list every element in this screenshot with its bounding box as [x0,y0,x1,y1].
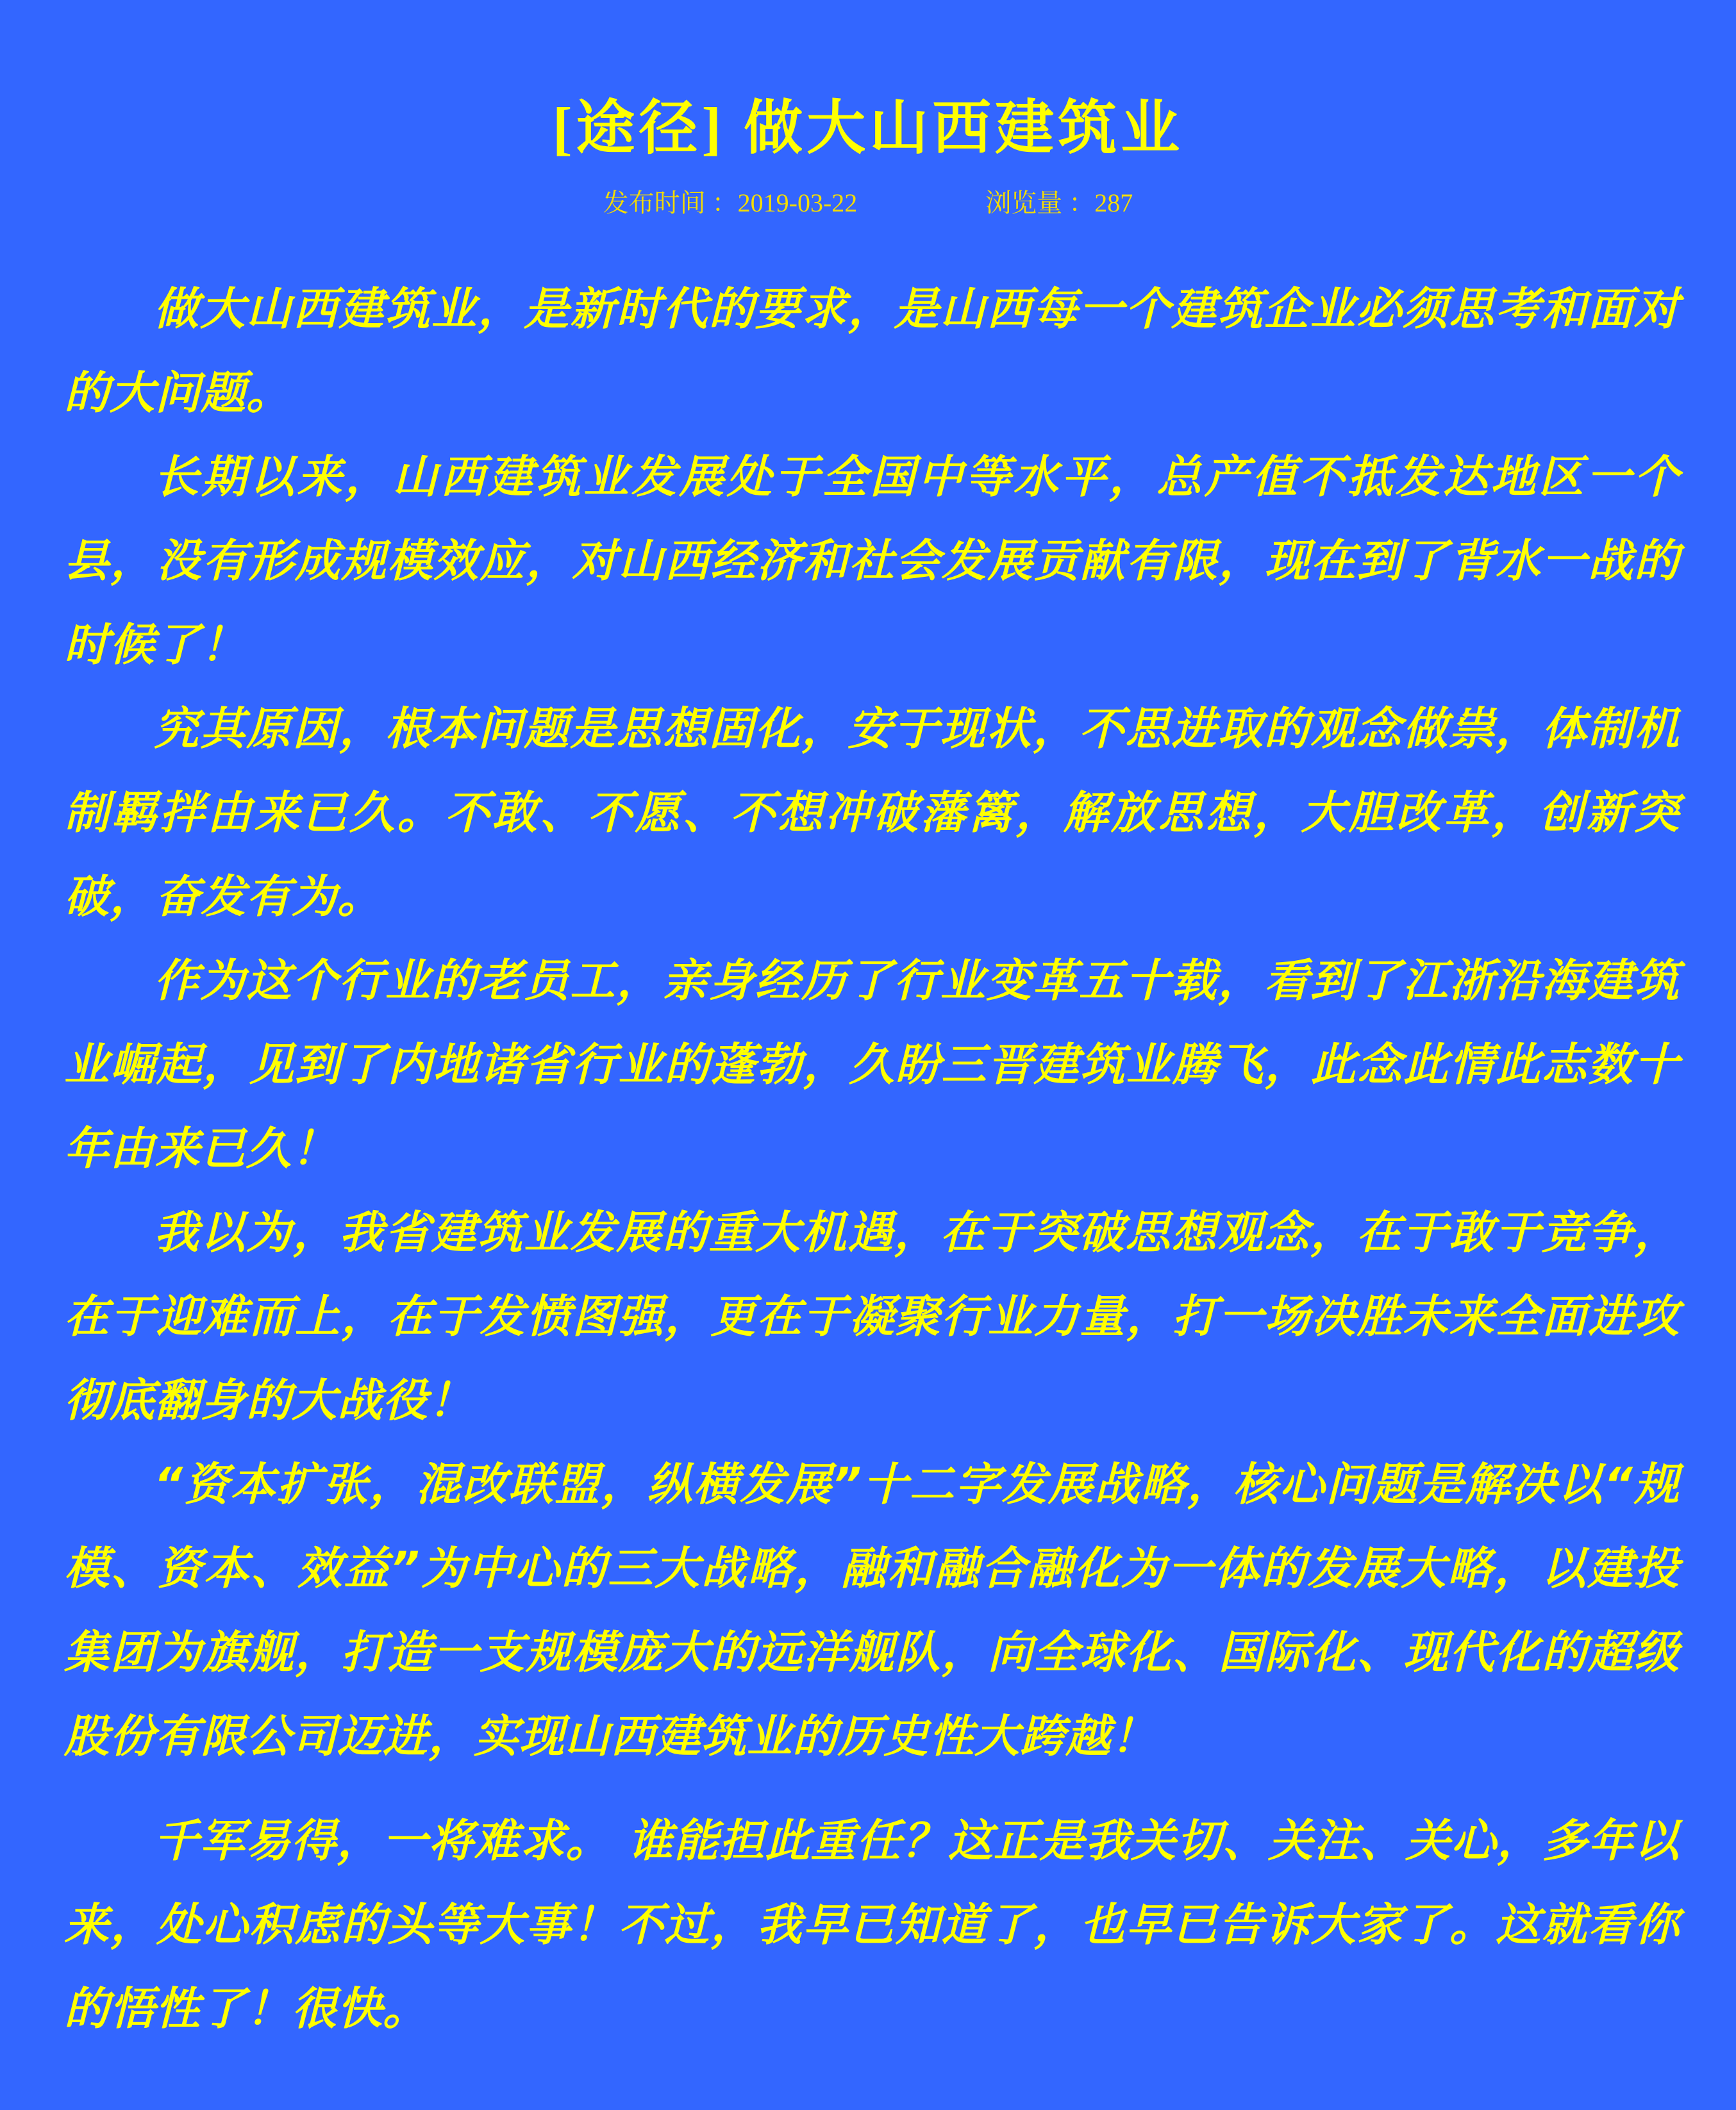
publish-time: 发布时间 ：2019-03-22 [603,188,858,218]
article-paragraph: 千军易得，一将难求。 谁能担此重任？这正是我关切、关注、关心，多年以来，处心积虑的头等大事！不过，我早已知道了，也早已告诉大家了。这就看你的悟性了！很快。 [64,1815,1680,2036]
article-paragraph: 究其原因，根本问题是思想固化，安于现状，不思进取的观念做祟，体制机制羁拌由来已久。不敢、不愿、不想冲破藩篱，解放思想，大胆改革，创新突破，奋发有为。 [64,702,1680,924]
article-paragraph: 作为这个行业的老员工，亲身经历了行业变革五十载，看到了江浙沿海建筑业崛起，见到了内地诸省行业的蓬勃，久盼三晋建筑业腾飞，此念此情此志数十年由来已久！ [64,954,1680,1175]
article-paragraph: 做大山西建筑业，是新时代的要求，是山西每一个建筑企业必须思考和面对的大问题。 [64,283,1680,420]
article-meta [0,188,1736,219]
article-paragraph: 我以为，我省建筑业发展的重大机遇，在于突破思想观念，在于敢于竞争，在于迎难而上，在于发愤图强，更在于凝聚行业力量，打一场决胜未来全面进攻彻底翻身的大战役！ [64,1206,1680,1427]
article-paragraph: 长期以来，山西建筑业发展处于全国中等水平，总产值不抵发达地区一个县，没有形成规模效应，对山西经济和社会发展贡献有限，现在到了背水一战的时候了！ [64,451,1680,672]
view-count: 浏览量 ：287 [985,188,1133,218]
page-title: [途径] 做大山西建筑业 [552,96,1184,161]
article-body [0,267,1736,2051]
article-paragraph: “资本扩张，混改联盟，纵横发展”十二字发展战略，核心问题是解决以“规模、资本、效益”为中心的三大战略，融和融合融化为一体的发展大略，以建投集团为旗舰，打造一支规模庞大的远洋舰队，向全球化、国际化、现代化的超级股份有限公司迈进，实现山西建筑业的历史性大跨越！ [64,1458,1680,1763]
